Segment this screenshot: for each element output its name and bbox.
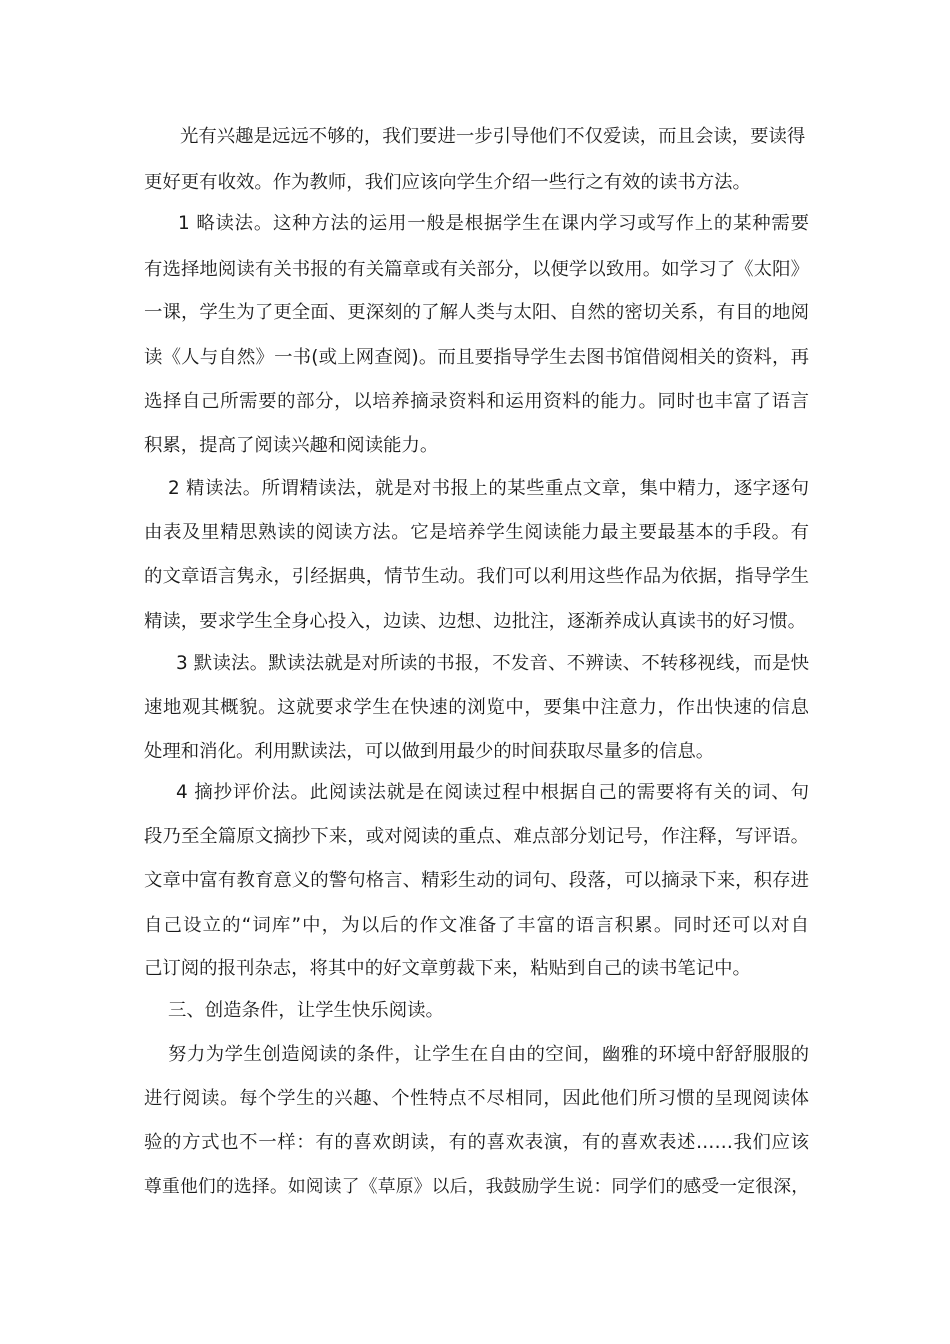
method-1-line-3: 一课，学生为了更全面、更深刻的了解人类与太阳、自然的密切关系，有目的地阅 xyxy=(144,302,809,323)
method-1-line-4: 读《人与自然》一书(或上网查阅)。而且要指导学生去图书馆借阅相关的资料，再 xyxy=(144,347,809,368)
method-1-line-6: 积累，提高了阅读兴趣和阅读能力。 xyxy=(144,435,439,456)
method-4-line-5: 己订阅的报刊杂志，将其中的好文章剪裁下来，粘贴到自己的读书笔记中。 xyxy=(144,958,751,979)
method-1-line-1: 1 略读法。这种方法的运用一般是根据学生在课内学习或写作上的某种需要 xyxy=(178,213,809,234)
method-2-line-1: 2 精读法。所谓精读法，就是对书报上的某些重点文章，集中精力，逐字逐句 xyxy=(168,478,809,499)
method-2-line-2: 由表及里精思熟读的阅读方法。它是培养学生阅读能力最主要最基本的手段。有 xyxy=(144,522,809,543)
method-2-line-4: 精读，要求学生全身心投入，边读、边想、边批注，逐渐养成认真读书的好习惯。 xyxy=(144,611,807,632)
method-2-line-3: 的文章语言隽永，引经据典，情节生动。我们可以利用这些作品为依据，指导学生 xyxy=(144,566,809,587)
method-4-line-2: 段乃至全篇原文摘抄下来，或对阅读的重点、难点部分划记号，作注释，写评语。 xyxy=(144,826,809,847)
paragraph-line-1: 光有兴趣是远远不够的，我们要进一步引导他们不仅爱读，而且会读，要读得 xyxy=(180,126,806,147)
section-3-line-3: 验的方式也不一样：有的喜欢朗读，有的喜欢表演，有的喜欢表述……我们应该 xyxy=(144,1132,809,1153)
section-heading-3: 三、创造条件，让学生快乐阅读。 xyxy=(168,1000,444,1021)
method-3-line-3: 处理和消化。利用默读法，可以做到用最少的时间获取尽量多的信息。 xyxy=(144,741,715,762)
method-4-line-4: 自己设立的“词库”中，为以后的作文准备了丰富的语言积累。同时还可以对自 xyxy=(144,915,809,936)
section-3-line-4: 尊重他们的选择。如阅读了《草原》以后，我鼓励学生说：同学们的感受一定很深， xyxy=(144,1176,809,1197)
method-1-line-5: 选择自己所需要的部分，以培养摘录资料和运用资料的能力。同时也丰富了语言 xyxy=(144,391,809,412)
method-4-line-3: 文章中富有教育意义的警句格言、精彩生动的词句、段落，可以摘录下来，积存进 xyxy=(144,870,809,891)
method-4-line-1: 4 摘抄评价法。此阅读法就是在阅读过程中根据自己的需要将有关的词、句 xyxy=(176,782,809,803)
section-3-line-2: 进行阅读。每个学生的兴趣、个性特点不尽相同，因此他们所习惯的呈现阅读体 xyxy=(144,1088,809,1109)
paragraph-line-2: 更好更有收效。作为教师，我们应该向学生介绍一些行之有效的读书方法。 xyxy=(144,172,751,193)
method-3-line-1: 3 默读法。默读法就是对所读的书报，不发音、不辨读、不转移视线，而是快 xyxy=(176,653,809,674)
method-1-line-2: 有选择地阅读有关书报的有关篇章或有关部分，以便学以致用。如学习了《太阳》 xyxy=(144,259,809,280)
method-3-line-2: 速地观其概貌。这就要求学生在快速的浏览中，要集中注意力，作出快速的信息 xyxy=(144,697,809,718)
section-3-line-1: 努力为学生创造阅读的条件，让学生在自由的空间，幽雅的环境中舒舒服服的 xyxy=(168,1044,809,1065)
